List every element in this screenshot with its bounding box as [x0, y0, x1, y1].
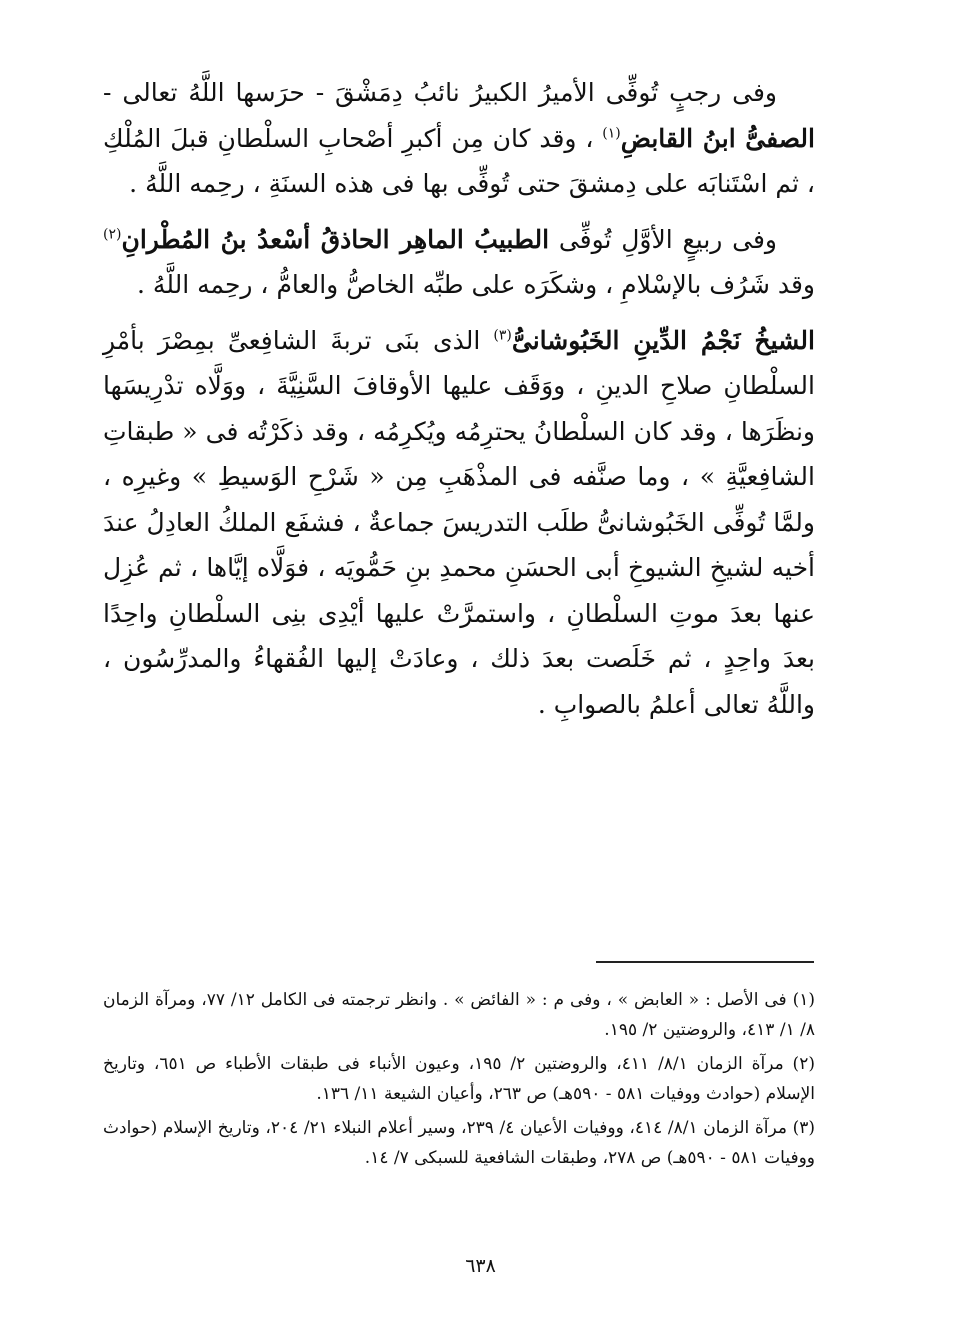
footnote-2: (٢) مرآة الزمان ٨/١/ ٤١١، والروضتين ٢/ ١٩٥، وعيون الأنباء فى طبقات الأطباء ص ٦٥١، وتاريخ الإسلام (حوادث ووفيات ٥٨١ - ٥٩٠هـ) ص ٢٦٣، وأعيان الشيعة ١١/ ١٣٦. [103, 1054, 815, 1104]
paragraph-1 [103, 70, 815, 207]
p1-intro: وفى رجبٍ تُوفِّى الأميرُ الكبيرُ نائبُ دِمَشْقَ - حرَسها اللَّهُ تعالى - [103, 78, 777, 107]
footnotes [103, 985, 815, 1177]
paragraph-3 [103, 318, 815, 728]
page-number: ٦٣٨ [465, 1255, 496, 1277]
footnote-1: (١) فى الأصل : « العابض » ، وفى م : « الفائض » . وانظر ترجمته فى الكامل ١٢/ ٧٧، ومرآة الزمان ٨/ ١/ ٤١٣، والروضتين ٢/ ١٩٥. [103, 990, 815, 1040]
main-text [103, 70, 815, 737]
footnote-ref-2[interactable]: (٢) [103, 226, 122, 243]
person-name-2: الطبيبُ الماهِر الحاذقُ أسْعدُ بنُ المُطْرانِ [121, 224, 550, 254]
paragraph-2 [103, 217, 815, 308]
p2-text: وقد شَرُف بالإسْلامِ ، وشكَرَه على طبِّه الخاصُّ والعامُّ ، رحِمه اللَّهُ . [137, 270, 815, 299]
person-name-3: الشيخُ نَجْمُ الدِّينِ الخَبُوشانىُّ [511, 325, 815, 355]
p3-text: الذى بنَى تربةَ الشافِعىِّ بمِصْرَ بأمْرِ السلْطانِ صلاحِ الدينِ ، ووَقَف عليها الأوقافَ السَّنِيَّةَ ، ووَلَّاه تدْرِيسَها ونظَرَها ، وقد كان السلْطانُ يحترِمُه ويُكرِمُه ، وقد ذكَرْتُه فى « طبقاتِ الشافِعيَّةِ » ، وما صنَّفه فى المذْهَبِ مِن « شَرْحِ الوَسيطِ » وغيرِه ، ولمَّا تُوفِّى الخَبُوشانىُّ طلَب التدريسَ جماعةٌ ، فشفَع الملكُ العادِلُ عندَ أخيه لشيخِ الشيوخِ أبى الحسَنِ محمدِ بنِ حَمُّويَه ، فوَلَّاه إيَّاها ، ثم عُزِل عنها بعدَ موتِ السلْطانِ ، واستمرَّتْ عليها أيْدِى بنِى السلْطانِ واحِدًا بعدَ واحِدٍ ، ثم خَلَصت بعدَ ذلك ، وعادَتْ إليها الفُقهاءُ والمدرِّسُون ، واللَّهُ تعالى أعلمُ بالصوابِ . [103, 325, 815, 719]
footnote-ref-1[interactable]: (١) [602, 125, 621, 142]
p1-text: ، وقد كان مِن أكبرِ أصْحابِ السلْطانِ قبلَ المُلْكِ ، ثم اسْتَنابَه على دِمشقَ حتى تُوفِّى بها فى هذه السنَةِ ، رحِمه اللَّهُ . [103, 123, 815, 198]
footnote-separator [596, 961, 814, 963]
person-name-1: الصفىُّ ابنُ القابضِ [620, 123, 815, 153]
p2-intro: وفى ربيعٍ الأوَّلِ تُوفِّى [549, 224, 778, 254]
footnote-ref-3[interactable]: (٣) [493, 327, 512, 344]
footnote-3: (٣) مرآة الزمان ٨/١/ ٤١٤، ووفيات الأعيان ٤/ ٢٣٩، وسير أعلام النبلاء ٢١/ ٢٠٤، وتاريخ الإسلام (حوادث ووفيات ٥٨١ - ٥٩٠هـ) ص ٢٧٨، وطبقات الشافعية للسبكى ٧/ ١٤. [103, 1118, 815, 1168]
